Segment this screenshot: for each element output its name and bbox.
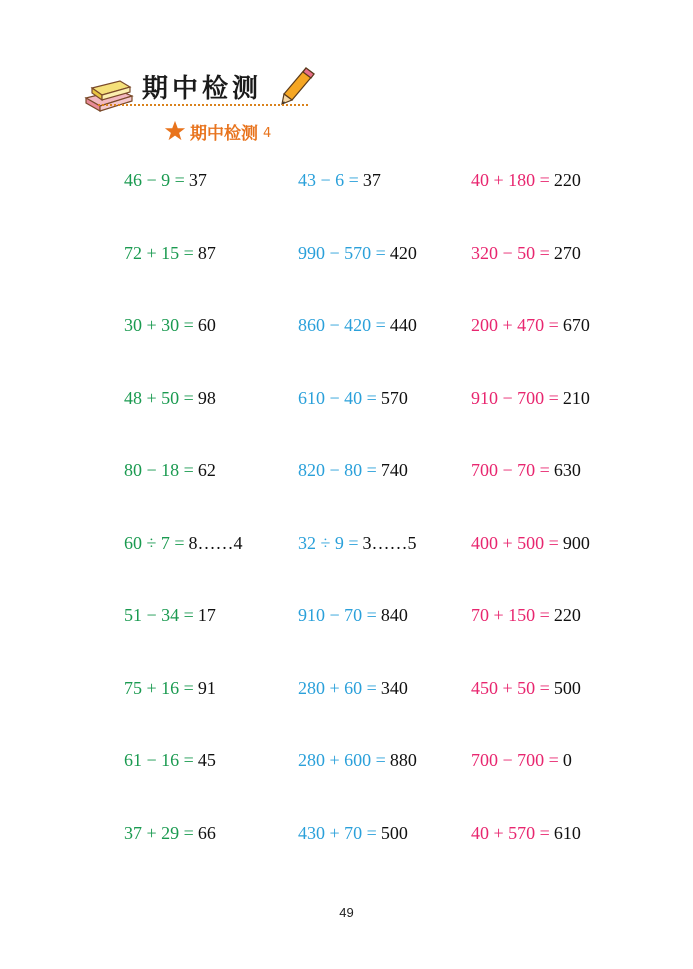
exercise-item [471,531,590,555]
exercise-answer: 62 [197,460,216,480]
exercise-row [124,313,624,386]
exercise-item [471,458,581,482]
exercise-answer: 880 [389,750,417,770]
pencil-icon [280,66,316,106]
exercise-answer: 17 [197,605,216,625]
exercise-answer: 610 [553,822,581,843]
exercise-expression: 820 − 80 = [298,460,377,480]
exercise-expression: 75 + 16 = [124,677,194,698]
exercise-answer: 37 [188,170,207,190]
exercise-item [298,458,408,482]
exercise-expression: 860 − 420 = [298,315,386,335]
exercise-expression: 37 + 29 = [124,822,194,843]
exercise-answer: 500 [380,822,408,843]
exercise-answer: 220 [553,170,581,190]
exercise-expression: 910 − 700 = [471,387,559,408]
exercise-expression: 30 + 30 = [124,315,194,335]
exercise-item [298,531,417,555]
exercise-expression: 280 + 600 = [298,750,386,770]
exercise-answer: 340 [380,677,408,698]
exercise-answer: 500 [553,677,581,698]
exercise-expression: 80 − 18 = [124,460,194,480]
section-number: 4 [263,126,272,141]
header-dotted-line [98,104,308,106]
exercise-expression: 430 + 70 = [298,822,377,843]
exercise-answer: 420 [389,242,417,263]
exercise-item [298,313,417,337]
exercise-expression: 40 + 570 = [471,822,550,843]
exercise-item [124,386,216,410]
exercise-answer: 98 [197,387,216,408]
exercise-row [124,821,624,894]
exercise-item [471,168,581,192]
exercise-item [471,241,581,265]
exercise-expression: 40 + 180 = [471,170,550,190]
exercise-answer: 3……5 [362,532,417,553]
exercise-expression: 46 − 9 = [124,170,185,190]
page-number: 49 [339,905,354,920]
exercise-answer: 66 [197,822,216,843]
exercise-expression: 700 − 70 = [471,460,550,480]
exercise-expression: 72 + 15 = [124,242,194,263]
exercise-item [471,313,590,337]
exercise-item [124,458,216,482]
section-title: 期中检测 [190,123,258,144]
exercise-row [124,676,624,749]
exercise-answer: 87 [197,242,216,263]
exercise-answer: 670 [562,315,590,335]
page-title: 期中检测 [142,74,263,104]
exercise-item [298,386,408,410]
exercise-row [124,386,624,459]
exercise-item [298,168,381,192]
exercise-expression: 60 ÷ 7 = [124,532,185,553]
exercise-expression: 700 − 700 = [471,750,559,770]
exercise-expression: 400 + 500 = [471,532,559,553]
exercise-answer: 740 [380,460,408,480]
exercise-expression: 43 − 6 = [298,170,359,190]
exercise-answer: 270 [553,242,581,263]
exercise-item [471,748,572,772]
exercise-answer: 440 [389,315,417,335]
exercise-item [124,748,216,772]
exercise-row [124,531,624,604]
exercise-expression: 48 + 50 = [124,387,194,408]
exercise-row [124,241,624,314]
page-header [84,62,324,112]
exercise-item [124,313,216,337]
exercise-expression: 910 − 70 = [298,605,377,625]
exercise-answer: 840 [380,605,408,625]
exercise-item [298,603,408,627]
exercise-item [471,603,581,627]
exercise-item [471,821,581,845]
exercise-expression: 320 − 50 = [471,242,550,263]
exercise-answer: 900 [562,532,590,553]
exercise-row [124,168,624,241]
exercise-row [124,603,624,676]
exercise-expression: 200 + 470 = [471,315,559,335]
exercise-answer: 0 [562,750,572,770]
exercise-answer: 570 [380,387,408,408]
exercise-answer: 630 [553,460,581,480]
exercise-row [124,748,624,821]
exercise-expression: 990 − 570 = [298,242,386,263]
exercise-expression: 61 − 16 = [124,750,194,770]
exercise-item [471,386,590,410]
exercise-answer: 220 [553,605,581,625]
exercise-item [124,603,216,627]
exercise-answer: 210 [562,387,590,408]
exercise-expression: 450 + 50 = [471,677,550,698]
exercise-item [124,531,243,555]
section-heading [164,118,271,144]
exercise-grid [124,168,624,893]
exercise-item [124,241,216,265]
exercise-answer: 37 [362,170,381,190]
exercise-expression: 610 − 40 = [298,387,377,408]
books-icon [84,76,134,112]
exercise-item [471,676,581,700]
exercise-item [124,676,216,700]
star-icon [164,120,186,142]
exercise-expression: 51 − 34 = [124,605,194,625]
exercise-expression: 32 ÷ 9 = [298,532,359,553]
exercise-item [298,676,408,700]
exercise-item [298,241,417,265]
exercise-answer: 60 [197,315,216,335]
exercise-answer: 45 [197,750,216,770]
exercise-item [124,821,216,845]
exercise-item [298,748,417,772]
exercise-answer: 91 [197,677,216,698]
exercise-row [124,458,624,531]
exercise-answer: 8……4 [188,532,243,553]
exercise-item [124,168,207,192]
exercise-item [298,821,408,845]
exercise-expression: 70 + 150 = [471,605,550,625]
exercise-expression: 280 + 60 = [298,677,377,698]
